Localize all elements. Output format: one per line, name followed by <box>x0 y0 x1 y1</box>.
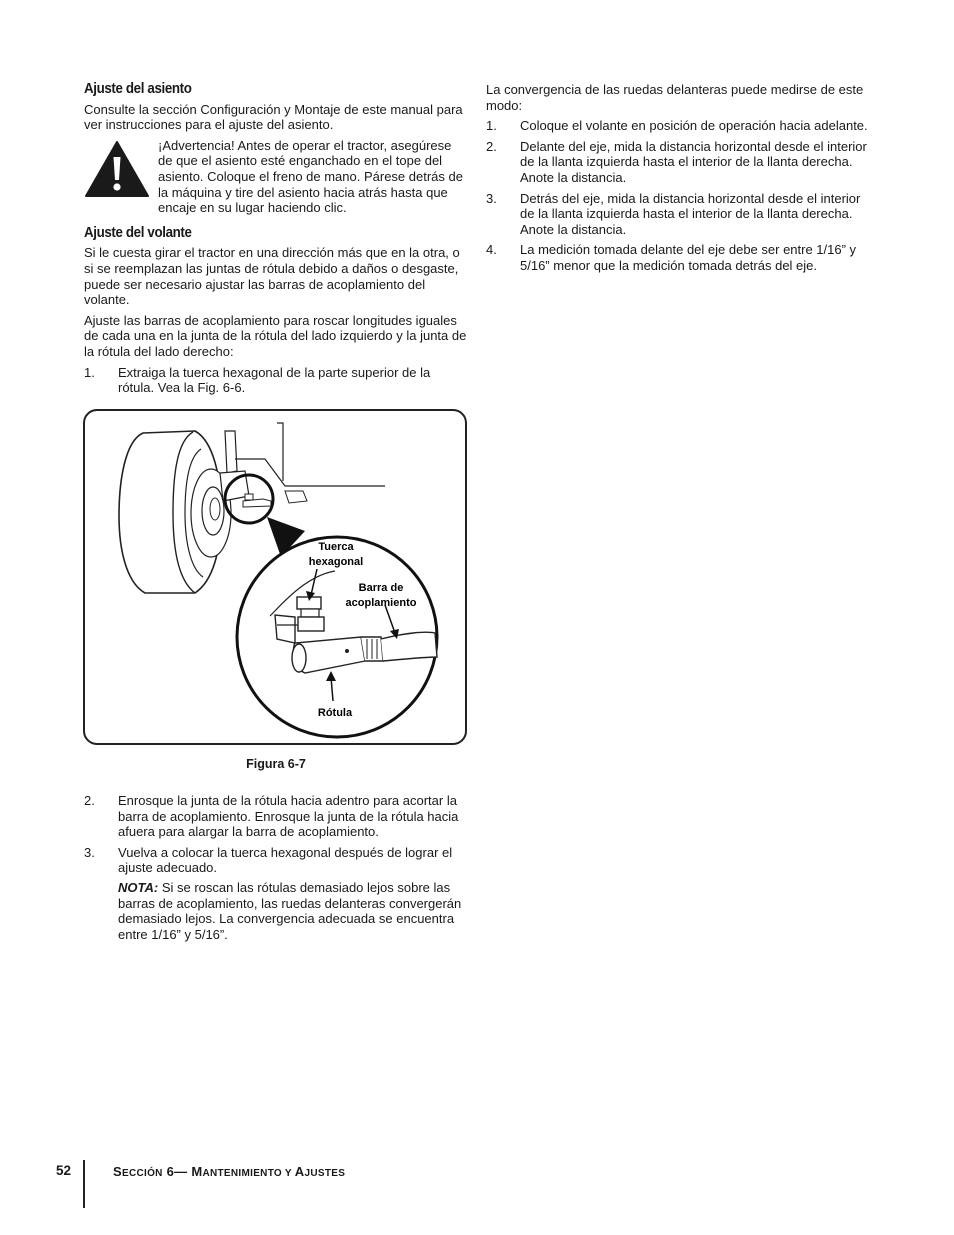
label-tie-rod-line-2: acoplamiento <box>345 597 417 609</box>
figure-6-7 <box>83 409 467 745</box>
page-number: 52 <box>56 1163 72 1178</box>
tie-rod-illustration <box>85 411 469 747</box>
convergence-step-2: 2. Delante del eje, mida la distancia horizontal desde el interior de la llanta izquierda hasta el interior de la llanta derecha. Anote la distancia. <box>486 138 867 185</box>
convergence-intro: La convergencia de las ruedas delanteras puede medirse de este modo: <box>486 82 864 113</box>
convergence-step-1: 1. Coloque el volante en posición de operación hacia adelante. <box>486 118 868 134</box>
label-tie-rod-line-1: Barra de <box>358 582 404 594</box>
label-nut-line-1: Tuerca <box>318 541 354 553</box>
convergence-step-3: 3. Detrás del eje, mida la distancia horizontal desde el interior de la llanta izquierda hasta el interior de la llanta derecha. Anote la distancia. <box>486 190 861 237</box>
section-title: SECCIÓN 6— MANTENIMIENTO Y AJUSTES <box>113 1164 346 1179</box>
steering-heading: Ajuste del volante <box>84 224 192 241</box>
seat-warning <box>84 138 468 216</box>
steering-para-2: Ajuste las barras de acoplamiento para roscar longitudes iguales de cada una en la junta de la rótula del lado izquierdo y la junta de la rótula del lado derecho: <box>84 312 467 359</box>
steering-step-1: 1. Extraiga la tuerca hexagonal de la parte superior de la rótula. Vea la Fig. 6-6. <box>84 364 431 396</box>
right-column <box>486 82 870 279</box>
convergence-steps <box>486 118 870 273</box>
steering-steps-bottom <box>84 793 468 947</box>
figure-caption: Figura 6-7 <box>246 757 306 771</box>
steering-steps-top <box>84 365 468 396</box>
steering-step-3: 3. Vuelva a colocar la tuerca hexagonal después de lograr el ajuste adecuado. NOTA: Si se roscan las rótulas demasiado lejos sobre las barras de acoplamiento, las ruedas delanteras convergerán demasiado lejos. La convergencia adecuada se encuentra entre 1/16” y 5/16”. <box>84 845 468 943</box>
warning-icon <box>84 140 150 198</box>
page-footer <box>0 1160 954 1210</box>
label-nut-line-2: hexagonal <box>308 556 364 568</box>
steering-step-2: 2. Enrosque la junta de la rótula hacia adentro para acortar la barra de acoplamiento. Enrosque la junta de la rótula hacia afuera para alargar la barra de acoplamiento. <box>84 793 459 840</box>
steering-para-1: Si le cuesta girar el tractor en una dirección más que en la otra, o si se reemplazan las juntas de rótula debido a daños o desgaste, puede ser necesario ajustar las barras de acoplamiento del volante. <box>84 245 460 308</box>
convergence-step-4: 4. La medición tomada delante del eje debe ser entre 1/16” y 5/16” menor que la medición tomada detrás del eje. <box>486 242 857 273</box>
label-ball-joint: Rótula <box>317 707 353 719</box>
seat-warning-text: ¡Advertencia! Antes de operar el tractor, asegúrese de que el asiento esté enganchado en el tope del asiento. Coloque el freno de mano. Párese detrás de la máquina y tire del asiento hacia atrás hasta que encaje en su lugar haciendo clic. <box>158 137 463 216</box>
footer-divider <box>83 1160 85 1208</box>
steering-note: NOTA: Si se roscan las rótulas demasiado lejos sobre las barras de acoplamiento, las ruedas delanteras convergerán demasiado lejos. La convergencia adecuada se encuentra entre 1/16” y 5/16”. <box>118 879 462 942</box>
seat-intro: Consulte la sección Configuración y Montaje de este manual para ver instrucciones para el ajuste del asiento. <box>84 101 463 133</box>
seat-heading: Ajuste del asiento <box>84 81 192 97</box>
left-column <box>84 82 468 401</box>
